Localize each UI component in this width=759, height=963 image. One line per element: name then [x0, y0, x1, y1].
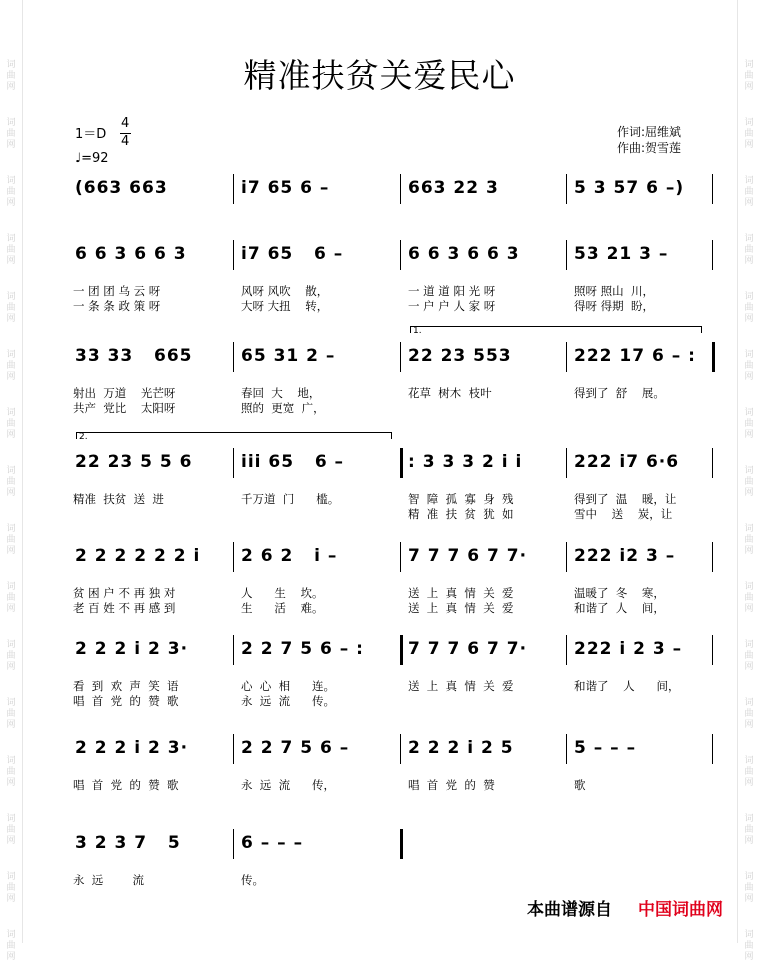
- song-title: 精准扶贫关爱民心: [243, 56, 516, 95]
- watermark-text: 词 曲 网: [6, 814, 16, 846]
- lyric-text: 和谐了 人 间，: [574, 601, 665, 615]
- measure-notes: 2 2 2 i 2 3·: [75, 639, 189, 659]
- barline: [566, 174, 567, 204]
- lyric-text: 人 生 坎。: [241, 586, 324, 600]
- watermark-text: 词 曲 网: [6, 698, 16, 730]
- watermark-text: 词 曲 网: [744, 872, 754, 904]
- lyric-text: 传。: [241, 873, 264, 887]
- lyric-text: 送 上 真 情 关 爱: [408, 601, 514, 615]
- watermark-text: 词 曲 网: [6, 466, 16, 498]
- measure-notes: 65 31 2 –: [241, 346, 336, 366]
- lyric-text: 照呀 照山 川，: [574, 284, 654, 298]
- measure-notes: : 3 3 3 2 i i: [408, 452, 523, 472]
- lyric-text: 一 条 条 政 策 呀: [73, 299, 161, 313]
- watermark-text: 词 曲 网: [744, 814, 754, 846]
- measure-notes: 2 2 2 i 2 5: [408, 738, 514, 758]
- measure-notes: 33 33 665: [75, 346, 193, 366]
- measure-notes: 663 22 3: [408, 178, 499, 198]
- source-label: 本曲谱源自: [527, 900, 612, 920]
- composer-credit: 作曲:贺雪莲: [617, 141, 682, 155]
- lyric-text: 一 道 道 阳 光 呀: [408, 284, 496, 298]
- volta-number: 2.: [79, 432, 88, 442]
- lyric-text: 得到了 温 暖，让: [574, 492, 677, 506]
- lyric-text: 得到了 舒 展。: [574, 386, 665, 400]
- watermark-text: 词 曲 网: [744, 582, 754, 614]
- watermark-text: 词 曲 网: [744, 408, 754, 440]
- measure-notes: 3 2 3 7 5: [75, 833, 181, 853]
- lyric-text: 永 远 流 传。: [241, 694, 336, 708]
- watermark-text: 词 曲 网: [6, 582, 16, 614]
- barline: [233, 829, 234, 859]
- watermark-text: 词 曲 网: [744, 60, 754, 92]
- measure-notes: i7 65 6 –: [241, 244, 344, 264]
- barline: [712, 342, 715, 372]
- barline: [400, 734, 401, 764]
- tempo-marking: ♩=92: [75, 151, 109, 166]
- watermark-text: 词 曲 网: [744, 292, 754, 324]
- lyric-text: 看 到 欢 声 笑 语: [73, 679, 179, 693]
- barline: [233, 240, 234, 270]
- lyric-text: 老 百 姓 不 再 感 到: [73, 601, 176, 615]
- time-signature-top: 4: [121, 116, 130, 131]
- watermark-text: 词 曲 网: [744, 698, 754, 730]
- barline: [712, 635, 713, 665]
- measure-notes: 7 7 7 6 7 7·: [408, 546, 528, 566]
- watermark-text: 词 曲 网: [744, 930, 754, 962]
- lyric-text: 唱 首 党 的 赞: [408, 778, 495, 792]
- lyric-text: 心 心 相 连。: [241, 679, 336, 693]
- barline: [233, 448, 234, 478]
- watermark-text: 词 曲 网: [744, 234, 754, 266]
- measure-notes: 5 – – –: [574, 738, 637, 758]
- barline: [566, 240, 567, 270]
- watermark-text: 词 曲 网: [6, 60, 16, 92]
- lyric-text: 送 上 真 情 关 爱: [408, 586, 514, 600]
- volta-bracket: [76, 432, 392, 442]
- watermark-text: 词 曲 网: [6, 872, 16, 904]
- lyric-text: 永 远 流: [73, 873, 145, 887]
- barline: [566, 448, 567, 478]
- measure-notes: (663 663: [75, 178, 168, 198]
- time-signature-bottom: 4: [121, 134, 130, 149]
- watermark-text: 词 曲 网: [6, 350, 16, 382]
- lyric-text: 智 障 孤 寡 身 残: [408, 492, 514, 506]
- barline: [400, 448, 403, 478]
- measure-notes: 2 2 2 i 2 3·: [75, 738, 189, 758]
- watermark-text: 词 曲 网: [6, 640, 16, 672]
- key-signature: 1＝D: [75, 127, 107, 142]
- barline: [233, 342, 234, 372]
- measure-notes: 6 6 3 6 6 3: [75, 244, 187, 264]
- lyric-text: 得呀 得期 盼，: [574, 299, 654, 313]
- barline: [712, 448, 713, 478]
- lyric-text: 永 远 流 传，: [241, 778, 336, 792]
- watermark-text: 词 曲 网: [6, 930, 16, 962]
- watermark-text: 词 曲 网: [744, 756, 754, 788]
- watermark-text: 词 曲 网: [6, 756, 16, 788]
- measure-notes: 222 i7 6·6: [574, 452, 680, 472]
- lyric-text: 温暖了 冬 寒，: [574, 586, 665, 600]
- watermark-text: 词 曲 网: [6, 292, 16, 324]
- watermark-text: 词 曲 网: [6, 118, 16, 150]
- barline: [400, 174, 401, 204]
- barline: [566, 635, 567, 665]
- watermark-text: 词 曲 网: [744, 118, 754, 150]
- measure-notes: 222 i2 3 –: [574, 546, 676, 566]
- lyric-text: 射出 万道 光芒呀: [73, 386, 176, 400]
- left-watermark-strip: [0, 0, 23, 962]
- barline: [400, 635, 403, 665]
- barline: [566, 734, 567, 764]
- watermark-text: 词 曲 网: [6, 176, 16, 208]
- measure-notes: 2 6 2 i –: [241, 546, 338, 566]
- measure-notes: 2 2 2 2 2 2 i: [75, 546, 201, 566]
- measure-notes: 6 – – –: [241, 833, 304, 853]
- watermark-text: 词 曲 网: [6, 524, 16, 556]
- barline: [712, 734, 713, 764]
- watermark-text: 词 曲 网: [744, 466, 754, 498]
- watermark-text: 词 曲 网: [744, 350, 754, 382]
- lyric-text: 雪中 送 炭，让: [574, 507, 673, 521]
- measure-notes: i7 65 6 –: [241, 178, 330, 198]
- watermark-text: 词 曲 网: [744, 176, 754, 208]
- source-site-link[interactable]: 中国词曲网: [638, 900, 723, 920]
- right-watermark-strip: [737, 0, 759, 962]
- lyric-text: 共产 党比 太阳呀: [73, 401, 176, 415]
- measure-notes: iii 65 6 –: [241, 452, 345, 472]
- measure-notes: 22 23 5 5 6: [75, 452, 193, 472]
- barline: [566, 342, 567, 372]
- barline: [566, 542, 567, 572]
- measure-notes: 2 2 7 5 6 –: [241, 738, 350, 758]
- barline: [400, 342, 401, 372]
- lyric-text: 唱 首 党 的 赞 歌: [73, 694, 179, 708]
- measure-notes: 2 2 7 5 6 – :: [241, 639, 364, 659]
- lyric-text: 和谐了 人 间，: [574, 679, 680, 693]
- barline: [712, 174, 713, 204]
- lyric-text: 唱 首 党 的 赞 歌: [73, 778, 179, 792]
- lyric-text: 一 团 团 乌 云 呀: [73, 284, 161, 298]
- lyric-text: 一 户 户 人 家 呀: [408, 299, 496, 313]
- barline: [233, 174, 234, 204]
- volta-number: 1.: [413, 326, 422, 336]
- lyric-text: 精准 扶贫 送 进: [73, 492, 164, 506]
- barline: [712, 542, 713, 572]
- watermark-text: 词 曲 网: [744, 640, 754, 672]
- lyric-text: 送 上 真 情 关 爱: [408, 679, 514, 693]
- lyric-text: 花草 树木 枝叶: [408, 386, 492, 400]
- measure-notes: 53 21 3 –: [574, 244, 669, 264]
- barline: [400, 829, 403, 859]
- watermark-text: 词 曲 网: [6, 408, 16, 440]
- barline: [233, 734, 234, 764]
- barline: [712, 240, 713, 270]
- lyric-text: 大呀 大扭 转，: [241, 299, 329, 313]
- lyric-text: 歌: [574, 778, 586, 792]
- volta-bracket: [410, 326, 702, 336]
- lyric-text: 精 准 扶 贫 犹 如: [408, 507, 514, 521]
- watermark-text: 词 曲 网: [6, 234, 16, 266]
- measure-notes: 222 17 6 – :: [574, 346, 696, 366]
- lyric-text: 风呀 风吹 散，: [241, 284, 329, 298]
- watermark-text: 词 曲 网: [744, 524, 754, 556]
- barline: [400, 240, 401, 270]
- lyric-text: 贫 困 户 不 再 独 对: [73, 586, 176, 600]
- measure-notes: 222 i 2 3 –: [574, 639, 683, 659]
- measure-notes: 22 23 553: [408, 346, 512, 366]
- lyric-text: 千万道 门 槛。: [241, 492, 340, 506]
- lyric-text: 照的 更宽 广，: [241, 401, 325, 415]
- measure-notes: 5 3 57 6 –): [574, 178, 685, 198]
- lyric-text: 生 活 难。: [241, 601, 324, 615]
- measure-notes: 7 7 7 6 7 7·: [408, 639, 528, 659]
- lyricist-credit: 作词:屈维斌: [617, 125, 682, 139]
- measure-notes: 6 6 3 6 6 3: [408, 244, 520, 264]
- lyric-text: 春回 大 地，: [241, 386, 321, 400]
- barline: [233, 542, 234, 572]
- barline: [233, 635, 234, 665]
- barline: [400, 542, 401, 572]
